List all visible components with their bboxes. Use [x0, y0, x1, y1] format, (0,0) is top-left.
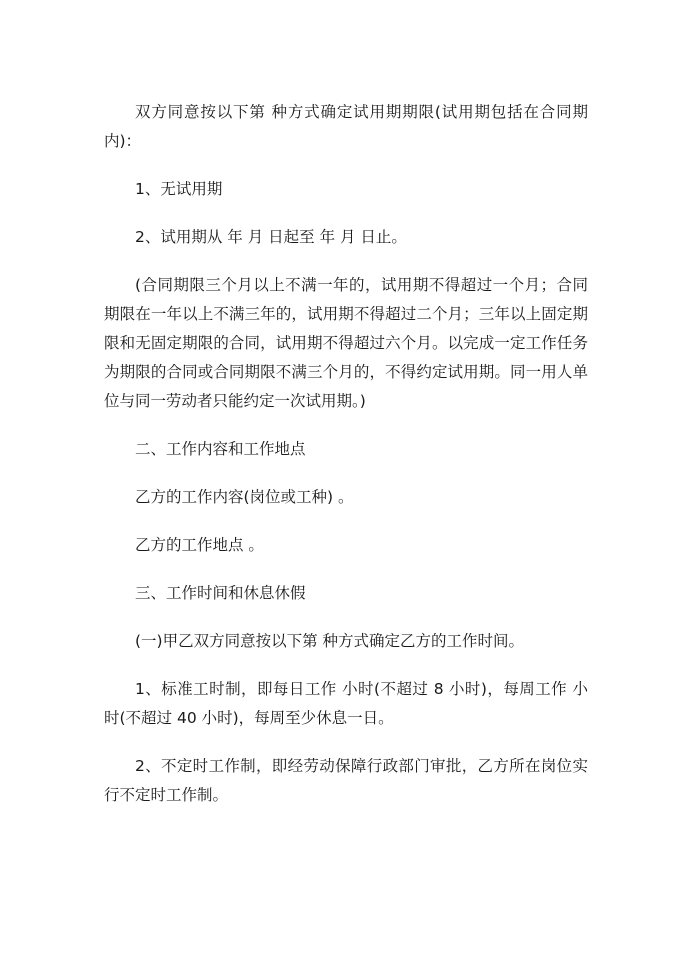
document-body	[104, 98, 588, 810]
section-heading-work-content: 二、工作内容和工作地点	[135, 440, 306, 458]
paragraph-work-content: 乙方的工作内容(岗位或工种) 。	[135, 488, 354, 506]
paragraph-probation-rules: (合同期限三个月以上不满一年的，试用期不得超过一个月；合同期限在一年以上不满三年的，试用期不得超过二个月；三年以上固定期限和无固定期限的合同，试用期不得超过六个月。以完成一定工作任务为期限的合同或合同期限不满三个月的，不得约定试用期。同一用人单位与同一劳动者只能约定一次试用期。)	[104, 276, 588, 410]
section-heading-work-hours: 三、工作时间和休息休假	[135, 584, 306, 602]
paragraph-standard-hours: 1、标准工时制，即每日工作 小时(不超过 8 小时)，每周工作 小时(不超过 40 小时)，每周至少休息一日。	[104, 680, 588, 727]
paragraph-flexible-hours: 2、不定时工作制，即经劳动保障行政部门审批，乙方所在岗位实行不定时工作制。	[104, 757, 588, 804]
paragraph-work-location: 乙方的工作地点 。	[135, 536, 264, 554]
paragraph-work-hours-method: (一)甲乙双方同意按以下第 种方式确定乙方的工作时间。	[135, 632, 525, 650]
paragraph-no-probation: 1、无试用期	[135, 180, 223, 198]
paragraph-probation-method: 双方同意按以下第 种方式确定试用期期限(试用期包括在合同期内)：	[104, 103, 588, 150]
paragraph-probation-dates: 2、试用期从 年 月 日起至 年 月 日止。	[135, 228, 407, 246]
